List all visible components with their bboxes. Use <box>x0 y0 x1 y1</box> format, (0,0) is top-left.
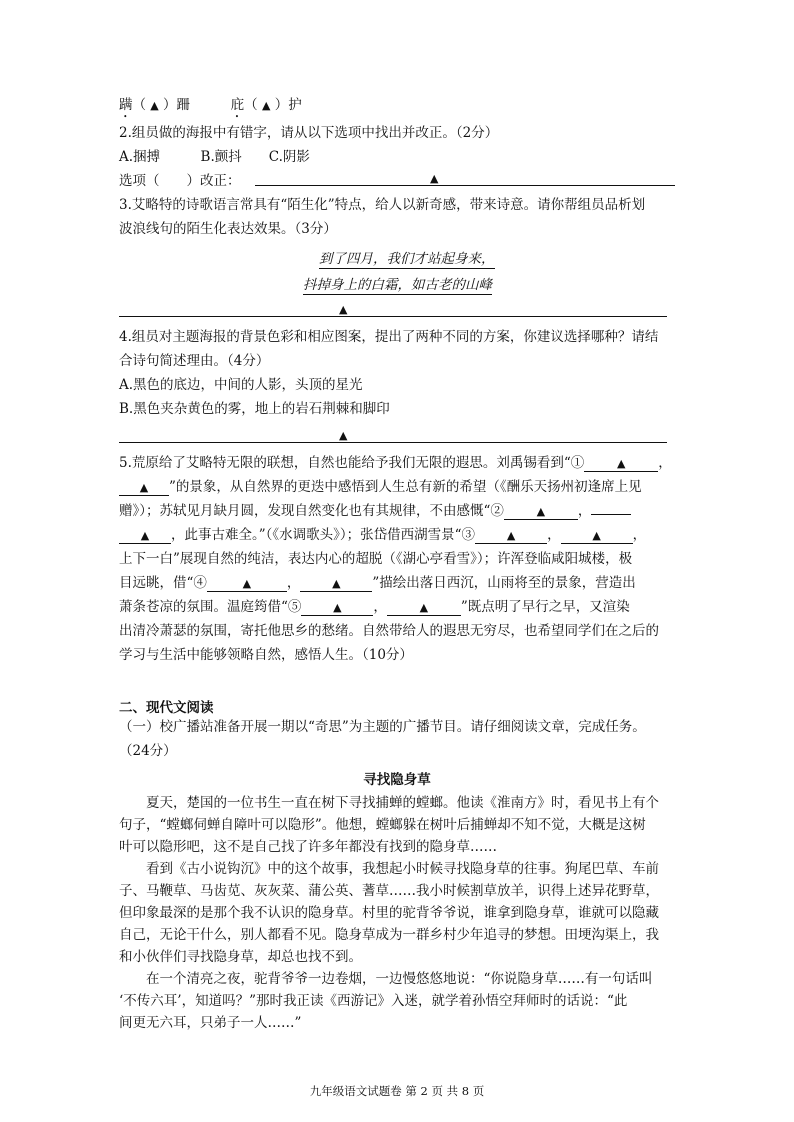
section-intro-1: （一）校广播站准备开展一期以“奇思”为主题的广播节目。请仔细阅读文章，完成任务。 <box>119 719 646 735</box>
q2-answer-line[interactable] <box>255 185 675 186</box>
answer-mark: ▲ <box>430 172 439 185</box>
blank-1a[interactable]: ▲ <box>584 456 658 472</box>
blank-2b[interactable]: ▲ <box>119 528 171 544</box>
poem-line-2: 抖掉身上的白霜，如古老的山峰 <box>303 277 492 293</box>
q1-line: 蹒（ ▲ ）跚 庇（ ▲ ）护 <box>119 97 302 113</box>
answer-mark: ▲ <box>150 99 159 112</box>
article-line: 看到《古小说钩沉》中的这个故事，我想起小时候寻找隐身草的往事。狗尾巴草、车前 <box>119 861 659 877</box>
q1-char-2: 庇 <box>230 97 245 113</box>
q5-line-6: 目远眺，借“④ ▲ ， ▲ ”描绘出落日西沉，山雨将至的景象，营造出 <box>119 575 636 591</box>
q5-line-1: 5.荒原给了艾略特无限的联想，自然也能给予我们无限的遐思。刘禹锡看到“① ▲ ， <box>119 455 672 471</box>
page-footer: 九年级语文试题卷 第 2 页 共 8 页 <box>309 1084 485 1098</box>
q4-option-b: B.黑色夹杂黄色的雾，地上的岩石荆棘和脚印 <box>119 401 390 417</box>
q3-answer-line[interactable] <box>119 316 667 317</box>
poem-line-1: 到了四月，我们才站起身来， <box>319 251 495 267</box>
answer-mark: ▲ <box>339 303 348 316</box>
article-line: 在一个清亮之夜，驼背爷爷一边卷烟，一边慢悠悠地说：“你说隐身草……有一句话叫 <box>119 971 653 987</box>
article-line: 间更无六耳，只弟子一人……” <box>119 1015 302 1031</box>
q5-line-3: 赠》）；苏轼见月缺月圆，发现自然变化也有其规律，不由感慨“② ▲ ， <box>119 502 631 520</box>
blank-4b[interactable]: ▲ <box>300 576 372 592</box>
q4-answer-line[interactable] <box>119 442 667 443</box>
article-line: ‘不传六耳’，知道吗？”那时我正读《西游记》入迷，就学着孙悟空拜师时的话说：“此 <box>119 993 628 1009</box>
article-line: 句子，“螳螂伺蝉自障叶可以隐形”。他想，螳螂躲在树叶后捕蝉却不知不觉，大概是这树 <box>119 817 646 833</box>
article-line: 子、马鞭草、马齿苋、灰灰菜、蒲公英、蓍草……我小时候割草放羊，识得上述异花野草， <box>119 883 659 899</box>
q5-line-8: 出清冷萧瑟的氛围，寄托他思乡的愁绪。自然带给人的遐思无穷尽，也希望同学们在之后的 <box>119 623 659 639</box>
blank-5a[interactable]: ▲ <box>301 600 373 616</box>
q2-options: A.捆搏 B.颤抖 C.阴影 <box>119 149 310 165</box>
q2-answer-label: 选项（ ）改正： <box>119 173 241 189</box>
article-line: 和小伙伴们寻找隐身草，却总也找不到。 <box>119 949 362 965</box>
q4-line-2: 合诗句简述理由。（4分） <box>119 353 270 369</box>
q1-char-1: 蹒 <box>119 97 133 113</box>
answer-mark: ▲ <box>339 429 348 442</box>
article-title: 寻找隐身草 <box>363 772 431 788</box>
blank-2b-start[interactable] <box>591 514 631 515</box>
article-line: 夏天，楚国的一位书生一直在树下寻找捕蝉的螳螂。他读《淮南方》时，看见书上有个 <box>119 795 659 811</box>
blank-1b[interactable]: ▲ <box>119 480 169 496</box>
q5-line-2: ▲ ”的景象，从自然界的更迭中感悟到人生总有新的希望（《酬乐天扬州初逢席上见 <box>119 478 642 496</box>
blank-2a[interactable]: ▲ <box>504 504 578 520</box>
q3-line-1: 3.艾略特的诗歌语言常具有“陌生化”特点，给人以新奇感，带来诗意。请你帮组员品析划 <box>119 197 646 213</box>
blank-3b[interactable]: ▲ <box>561 528 633 544</box>
blank-5b[interactable]: ▲ <box>387 600 461 616</box>
q5-line-7: 萧条苍凉的氛围。温庭筠借“⑤ ▲ ， ▲ ”既点明了早行之早，又渲染 <box>119 599 630 615</box>
q4-line-1: 4.组员对主题海报的背景色彩和相应图案，提出了两种不同的方案，你建议选择哪种？请结 <box>119 329 659 345</box>
q4-option-a: A.黑色的底边，中间的人影，头顶的星光 <box>119 377 363 393</box>
q2-stem: 2.组员做的海报中有错字，请从以下选项中找出并改正。（2分） <box>119 125 499 141</box>
answer-mark: ▲ <box>261 99 271 112</box>
article-line: 但印象最深的是那个我不认识的隐身草。村里的驼背爷爷说，谁拿到隐身草，谁就可以隐藏 <box>119 905 659 921</box>
section-heading: 二、现代文阅读 <box>119 700 214 716</box>
q5-line-4: ▲ ，此事古难全。”（《水调歌头》）；张岱借西湖雪景“③ ▲ ， ▲ ， <box>119 526 646 544</box>
q5-line-9: 学习与生活中能够领略自然，感悟人生。（10分） <box>119 647 413 663</box>
article-line: 自己，无论干什么，别人都看不见。隐身草成为一群乡村少年追寻的梦想。田埂沟渠上，我 <box>119 927 659 943</box>
blank-4a[interactable]: ▲ <box>207 576 287 592</box>
blank-3a[interactable]: ▲ <box>475 528 547 544</box>
section-intro-2: （24分） <box>119 743 177 759</box>
article-line: 叶可以隐形吧，这不是自己找了许多年都没有找到的隐身草…… <box>119 839 497 855</box>
q5-line-5: 上下一白”展现自然的纯洁，表达内心的超脱（《湖心亭看雪》）；许浑登临咸阳城楼，极 <box>119 551 633 567</box>
q3-line-2: 波浪线句的陌生化表达效果。（3分） <box>119 221 337 237</box>
